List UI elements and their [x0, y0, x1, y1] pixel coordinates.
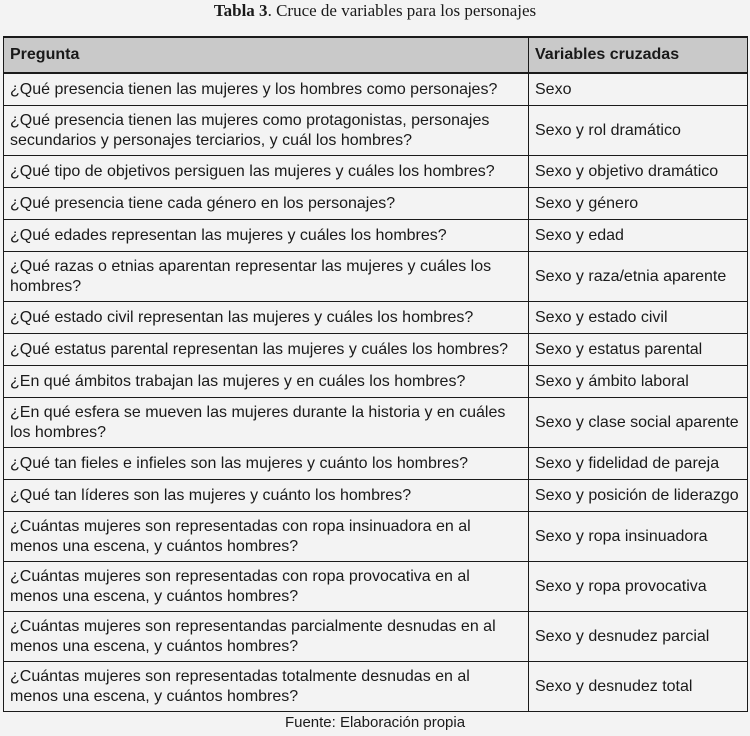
- table-row: [4, 448, 748, 480]
- cell-pregunta: ¿Qué estado civil representan las mujeres y cuáles los hombres?: [4, 302, 529, 334]
- cell-pregunta: ¿Qué tan líderes son las mujeres y cuánto los hombres?: [4, 480, 529, 512]
- cell-variables: Sexo y rol dramático: [529, 106, 748, 156]
- cell-variables: Sexo y desnudez parcial: [529, 612, 748, 662]
- cell-pregunta: ¿Qué tan fieles e infieles son las mujeres y cuánto los hombres?: [4, 448, 529, 480]
- cell-pregunta: ¿Qué presencia tienen las mujeres y los hombres como personajes?: [4, 73, 529, 106]
- table-row: [4, 73, 748, 106]
- table-row: [4, 512, 748, 562]
- cell-pregunta: ¿Cuántas mujeres son representadas totalmente desnudas en al menos una escena, y cuántos hombres?: [4, 662, 529, 712]
- table-row: [4, 562, 748, 612]
- table-row: [4, 366, 748, 398]
- cell-variables: Sexo y posición de liderazgo: [529, 480, 748, 512]
- cell-pregunta: ¿Qué razas o etnias aparentan representar las mujeres y cuáles los hombres?: [4, 252, 529, 302]
- caption-text: . Cruce de variables para los personajes: [267, 1, 537, 20]
- header-pregunta: Pregunta: [4, 37, 529, 73]
- cell-pregunta: ¿Cuántas mujeres son representandas parcialmente desnudas en al menos una escena, y cuántos hombres?: [4, 612, 529, 662]
- cell-pregunta: ¿Qué presencia tienen las mujeres como protagonistas, personajes secundarios y personajes terciarios, y cuál los hombres?: [4, 106, 529, 156]
- table-row: [4, 662, 748, 712]
- header-row: [4, 37, 748, 73]
- table-row: [4, 188, 748, 220]
- cell-variables: Sexo y ámbito laboral: [529, 366, 748, 398]
- cell-variables: Sexo y ropa provocativa: [529, 562, 748, 612]
- cell-pregunta: ¿Cuántas mujeres son representadas con ropa provocativa en al menos una escena, y cuántos hombres?: [4, 562, 529, 612]
- table-row: [4, 612, 748, 662]
- cell-variables: Sexo y estatus parental: [529, 334, 748, 366]
- caption-label: Tabla 3: [213, 1, 268, 20]
- table-caption: [0, 0, 750, 26]
- table-row: [4, 480, 748, 512]
- cell-variables: Sexo y raza/etnia aparente: [529, 252, 748, 302]
- cell-variables: Sexo: [529, 73, 748, 106]
- table-row: [4, 106, 748, 156]
- table-row: [4, 252, 748, 302]
- cell-pregunta: ¿En qué ámbitos trabajan las mujeres y en cuáles los hombres?: [4, 366, 529, 398]
- cell-variables: Sexo y fidelidad de pareja: [529, 448, 748, 480]
- cell-variables: Sexo y edad: [529, 220, 748, 252]
- cell-variables: Sexo y ropa insinuadora: [529, 512, 748, 562]
- cell-pregunta: ¿En qué esfera se mueven las mujeres durante la historia y en cuáles los hombres?: [4, 398, 529, 448]
- table-row: [4, 156, 748, 188]
- table-row: [4, 334, 748, 366]
- table-row: [4, 302, 748, 334]
- cell-variables: Sexo y clase social aparente: [529, 398, 748, 448]
- variables-table: [3, 36, 748, 712]
- source-note: Fuente: Elaboración propia: [284, 714, 466, 731]
- cell-pregunta: ¿Qué estatus parental representan las mujeres y cuáles los hombres?: [4, 334, 529, 366]
- cell-variables: Sexo y estado civil: [529, 302, 748, 334]
- header-variables: Variables cruzadas: [529, 37, 748, 73]
- table-row: [4, 220, 748, 252]
- cell-variables: Sexo y objetivo dramático: [529, 156, 748, 188]
- cell-pregunta: ¿Qué presencia tiene cada género en los personajes?: [4, 188, 529, 220]
- table-row: [4, 398, 748, 448]
- cell-variables: Sexo y género: [529, 188, 748, 220]
- cell-pregunta: ¿Qué tipo de objetivos persiguen las mujeres y cuáles los hombres?: [4, 156, 529, 188]
- cell-variables: Sexo y desnudez total: [529, 662, 748, 712]
- cell-pregunta: ¿Cuántas mujeres son representadas con ropa insinuadora en al menos una escena, y cuántos hombres?: [4, 512, 529, 562]
- cell-pregunta: ¿Qué edades representan las mujeres y cuáles los hombres?: [4, 220, 529, 252]
